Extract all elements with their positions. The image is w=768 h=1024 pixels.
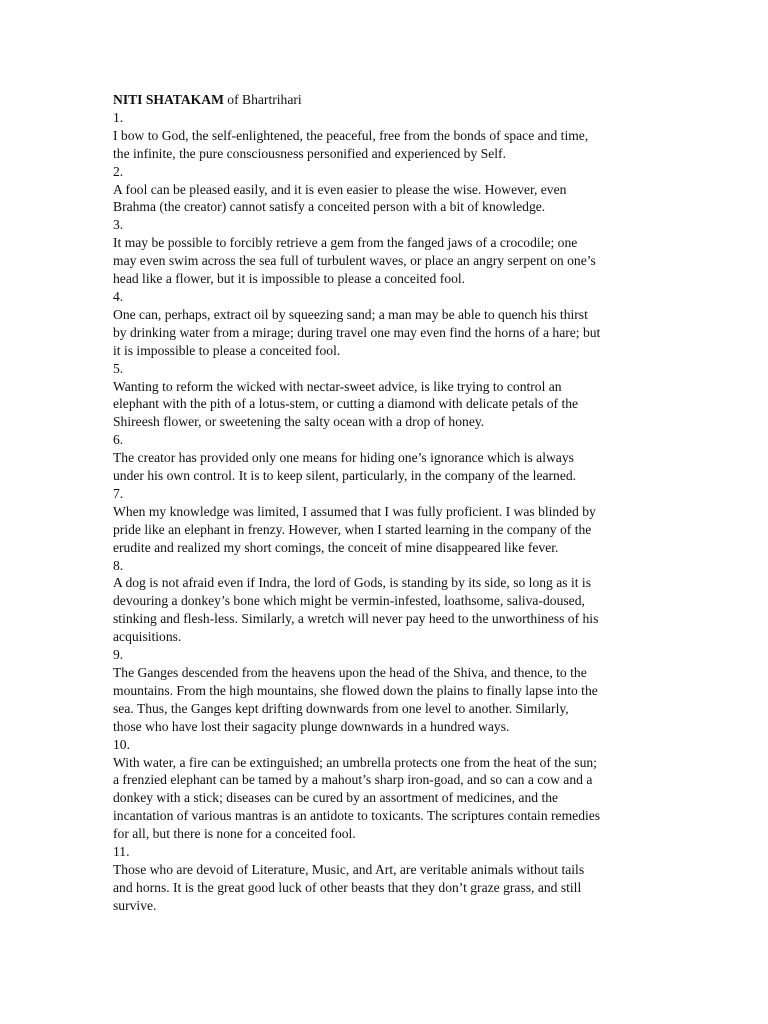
verse-block <box>113 736 673 843</box>
verse-number: 11. <box>113 844 130 860</box>
verse-number: 10. <box>113 736 130 752</box>
verse-text-line: Those who are devoid of Literature, Music, and Art, are veritable animals without tails <box>113 861 585 877</box>
verse-block <box>113 431 673 485</box>
verse-block <box>113 360 673 432</box>
verse-number: 1. <box>113 109 124 125</box>
verse-block <box>113 843 673 915</box>
document-title <box>113 91 673 109</box>
verse-text-line: the infinite, the pure consciousness personified and experienced by Self. <box>113 145 506 161</box>
title-rest-text: of Bhartrihari <box>223 92 302 107</box>
verse-text-line: pride like an elephant in frenzy. However, when I started learning in the company of the <box>113 521 592 537</box>
verse-number: 8. <box>113 557 124 573</box>
verse-text-line: it is impossible to please a conceited fool. <box>113 342 341 358</box>
verse-text-line: erudite and realized my short comings, the conceit of mine disappeared like fever. <box>113 539 559 555</box>
verse-block <box>113 288 673 360</box>
verse-number: 2. <box>113 163 124 179</box>
verse-text-line: Shireesh flower, or sweetening the salty ocean with a drop of honey. <box>113 414 485 430</box>
verse-text-line: I bow to God, the self-enlightened, the peaceful, free from the bonds of space and time, <box>113 127 589 143</box>
verse-text-line: It may be possible to forcibly retrieve a gem from the fanged jaws of a crocodile; one <box>113 235 578 251</box>
verse-text-line: under his own control. It is to keep silent, particularly, in the company of the learned. <box>113 468 577 484</box>
verse-text-line: and horns. It is the great good luck of other beasts that they don’t graze grass, and still <box>113 879 582 895</box>
verse-text-line: When my knowledge was limited, I assumed that I was fully proficient. I was blinded by <box>113 503 596 519</box>
verse-text-line: incantation of various mantras is an antidote to toxicants. The scriptures contain remedies <box>113 808 601 824</box>
verse-text-line: survive. <box>113 897 157 913</box>
verse-text-line: acquisitions. <box>113 629 182 645</box>
verse-number: 7. <box>113 485 124 501</box>
verse-text-line: donkey with a stick; diseases can be cured by an assortment of medicines, and the <box>113 790 559 806</box>
verse-text-line: by drinking water from a mirage; during travel one may even find the horns of a hare; but <box>113 324 601 340</box>
verse-text-line: The Ganges descended from the heavens upon the head of the Shiva, and thence, to the <box>113 665 587 680</box>
verse-text-line: With water, a fire can be extinguished; an umbrella protects one from the heat of the sun; <box>113 754 597 770</box>
verse-text-line: may even swim across the sea full of turbulent waves, or place an angry serpent on one’s <box>113 253 596 269</box>
verse-block <box>113 109 673 163</box>
verse-text-line: those who have lost their sagacity plunge downwards in a hundred ways. <box>113 718 510 734</box>
verse-text-line: a frenzied elephant can be tamed by a mahout’s sharp iron-goad, and so can a cow and a <box>113 772 593 788</box>
verse-text-line: The creator has provided only one means for hiding one’s ignorance which is always <box>113 450 574 466</box>
verse-block <box>113 163 673 217</box>
document-page <box>113 91 673 915</box>
verse-number: 5. <box>113 360 124 376</box>
verse-block <box>113 557 673 647</box>
verse-list <box>113 109 673 915</box>
title-bold-text: NITI SHATAKAM <box>113 92 224 107</box>
verse-text-line: elephant with the pith of a lotus-stem, or cutting a diamond with delicate petals of the <box>113 396 579 412</box>
verse-text-line: Brahma (the creator) cannot satisfy a conceited person with a bit of knowledge. <box>113 199 546 215</box>
verse-number: 6. <box>113 432 124 448</box>
verse-text-line: sea. Thus, the Ganges kept drifting downwards from one level to another. Similarly, <box>113 700 569 716</box>
verse-text-line: A dog is not afraid even if Indra, the lord of Gods, is standing by its side, so long as it is <box>113 575 591 591</box>
verse-text-line: head like a flower, but it is impossible to please a conceited fool. <box>113 271 466 287</box>
verse-number: 4. <box>113 288 124 304</box>
verse-text-line: A fool can be pleased easily, and it is even easier to please the wise. However, even <box>113 181 567 197</box>
verse-text-line: One can, perhaps, extract oil by squeezing sand; a man may be able to quench his thirst <box>113 306 588 322</box>
verse-text-line: mountains. From the high mountains, she flowed down the plains to finally lapse into the <box>113 682 598 698</box>
verse-number: 3. <box>113 217 124 233</box>
verse-block <box>113 485 673 557</box>
verse-text-line: Wanting to reform the wicked with nectar-sweet advice, is like trying to control an <box>113 378 562 394</box>
verse-block <box>113 216 673 288</box>
verse-text-line: devouring a donkey’s bone which might be vermin-infested, loathsome, saliva-doused, <box>113 593 585 609</box>
verse-block <box>113 646 673 736</box>
verse-text-line: stinking and flesh-less. Similarly, a wretch will never pay heed to the unworthiness of his <box>113 611 599 627</box>
verse-number: 9. <box>113 647 124 663</box>
verse-text-line: for all, but there is none for a conceited fool. <box>113 826 356 842</box>
